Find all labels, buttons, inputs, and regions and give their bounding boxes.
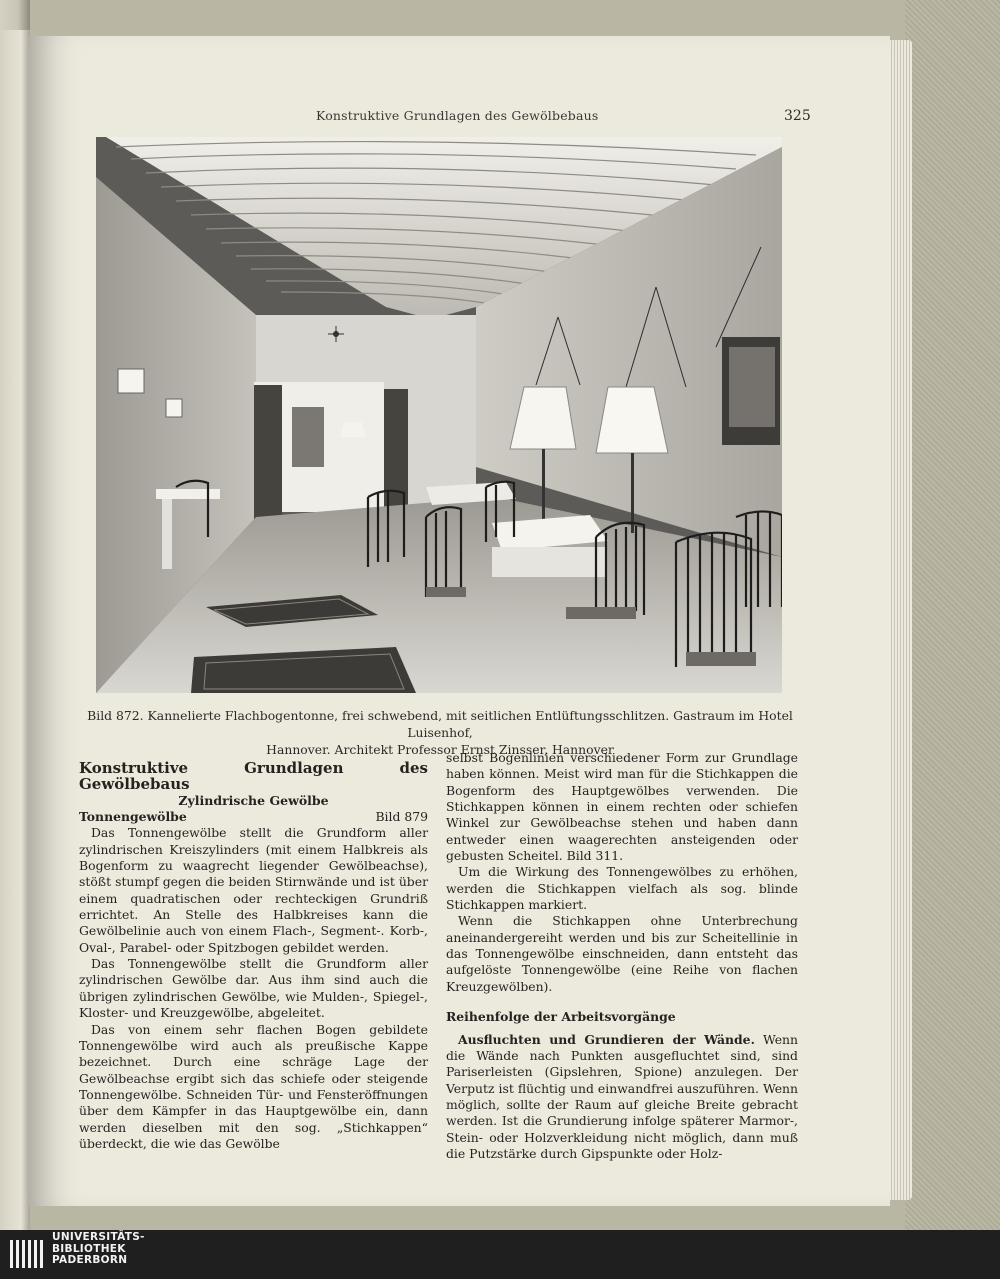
section-figure-ref: Bild 879 [375,809,428,825]
library-name-line3: PADERBORN [52,1254,128,1266]
left-page-edge [0,30,30,1230]
paragraph: Das Tonnengewölbe stellt die Grundform aller zylindrischen Kreiszylinders (mit einem Halbkreis als Bogenform zu waagrecht liegender Gewölbeachse), stößt stumpf gegen die beiden Stirnwände und ist über einem quadratischen oder rechteckigen Grundriß errichtet. An Stelle des Halbkreises kann die Gewölbelinie auch von einem Flach-, Segment-. Korb-, Oval-, Parabel- oder Spitzbogen gebildet werden. [79,825,428,955]
library-name-line1: UNIVERSITÄTS- [52,1231,145,1243]
paragraph: Um die Wirkung des Tonnengewölbes zu erhöhen, werden die Stichkappen vielfach als sog. blinde Stichkappen markiert. [446,864,798,913]
lead-bold-text: Ausfluchten und Grundieren der Wände. [458,1031,755,1047]
lead-text: Wenn die Wände nach Punkten ausgefluchtet sind, sind Pariserleisten (Gipslehren, Spione) anzulegen. Der Verputz ist flüchtig und einwandfrei auszuführen. Wenn möglich, sollte der Raum auf gleiche Breite gebracht werden. Ist die Grundierung infolge späterer Marmor-, Stein- oder Holzverkleidung nicht möglich, dann muß die Putzstärke durch Gipspunkte oder Holz- [446,1031,798,1161]
restaurant-photo [96,137,782,693]
library-name-line2: BIBLIOTHEK [52,1242,126,1255]
paragraph: Das Tonnengewölbe stellt die Grundform aller zylindrischen Gewölbe dar. Aus ihm sind auch die übrigen zylindrischen Gewölbe, wie Mulden-, Spiegel-, Kloster- und Kreuzgewölbe, abgeleitet. [79,956,428,1021]
section-heading-row [79,809,428,825]
right-book-cover [905,0,1000,1230]
text-column-right [446,750,798,1162]
paragraph: Wenn die Stichkappen ohne Unterbrechung aneinandergereiht werden und bis zur Scheitellinie in das Tonnengewölbe einschneiden, dann entsteht das aufgelöste Tonnengewölbe (eine Reihe von flachen Kreuzgewölben). [446,913,798,994]
page-number: 325 [784,108,811,124]
running-head: Konstruktive Grundlagen des Gewölbebaus [316,108,599,123]
paragraph: selbst Bogenlinien verschiedener Form zur Grundlage haben können. Meist wird man für die Stichkappen die Bogenform des Hauptgewölbes verwenden. Die Stichkappen können in einem rechten oder schiefen Winkel zur Gewölbeachse stehen und haben dann entweder einen waagerechten ansteigenden oder gebusten Scheitel. Bild 311. [446,750,798,864]
text-column-left [79,760,428,1152]
restaurant-photo-icon [96,137,782,693]
library-footer-bar [0,1230,1000,1279]
section-title: Tonnengewölbe [79,809,187,825]
paragraph: Das von einem sehr flachen Bogen gebildete Tonnengewölbe wird auch als preußische Kappe bezeichnet. Durch eine schräge Lage der Gewölbeachse ergibt sich das schiefe oder steigende Tonnengewölbe. Schneiden Tür- und Fensteröffnungen über dem Kämpfer in das Hauptgewölbe ein, dann werden dieselben mit den sog. „Stichkappen“ überdeckt, die wie das Gewölbe [79,1021,428,1151]
figure-caption-line2: Hannover. Architekt Professor Ernst Zinsser, Hannover [266,742,614,757]
library-name [52,1232,145,1267]
subsection-title: Reihenfolge der Arbeitsvorgänge [446,1009,676,1025]
library-logo-icon [10,1238,46,1270]
article-subtitle: Zylindrische Gewölbe [178,792,329,808]
paragraph-lead [446,1032,798,1163]
article-title: Konstruktive Grundlagen des Gewölbebaus [79,759,428,794]
figure-caption-line1: Bild 872. Kannelierte Flachbogentonne, frei schwebend, mit seitlichen Entlüftungsschlitzen. Gastraum im Hotel Luisenhof, [87,708,793,740]
